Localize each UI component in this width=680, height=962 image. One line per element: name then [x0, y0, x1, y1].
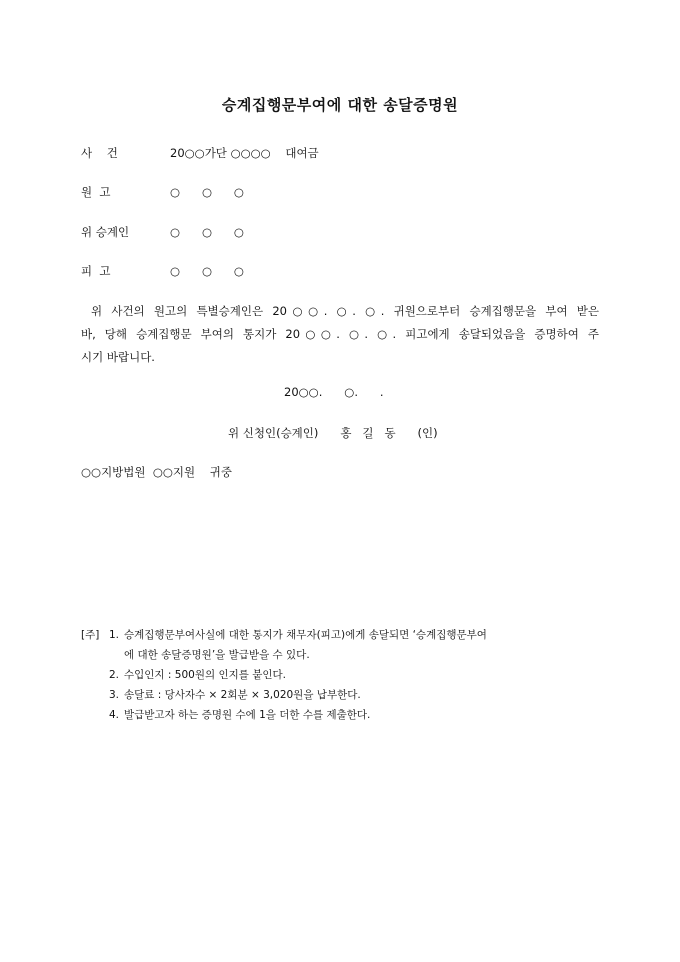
field-plaintiff-label: 원 고: [81, 185, 111, 199]
notes-section: [81, 625, 601, 725]
document-title: 승계집행문부여에 대한 송달증명원: [221, 96, 459, 114]
note-number: 3.: [109, 689, 120, 701]
note-number: 1.: [109, 629, 120, 641]
note-text: 승계집행문부여사실에 대한 통지가 채무자(피고)에게 송달되면 ‘승계집행문부여: [124, 629, 487, 641]
note-item: [81, 625, 601, 645]
body-line: 위 사건의 원고의 특별승계인은 20○○. ○. ○. 귀원으로부터 승계집행문을 부여 받은: [91, 304, 599, 318]
field-case-value: 20○○가단 ○○○○ 대여금: [170, 146, 319, 160]
note-text: 수입인지 : 500원의 인지를 붙인다.: [124, 669, 286, 681]
application-date: 20○○. ○. .: [284, 385, 384, 399]
body-paragraph: [81, 300, 599, 369]
field-successor-value: ○ ○ ○: [170, 225, 244, 239]
note-number: 4.: [109, 709, 120, 721]
applicant-signature: 위 신청인(승계인) 홍 길 동 (인): [228, 426, 438, 440]
field-defendant-label: 피 고: [81, 264, 111, 278]
note-text: 에 대한 송달증명원’을 발급받을 수 있다.: [124, 649, 310, 661]
field-defendant-value: ○ ○ ○: [170, 264, 244, 278]
note-number: 2.: [109, 669, 120, 681]
field-plaintiff-value: ○ ○ ○: [170, 185, 244, 199]
note-item-continuation: [81, 645, 601, 665]
field-case-label: 사 건: [81, 146, 118, 160]
note-item: [81, 665, 601, 685]
court-addressee: ○○지방법원 ○○지원 귀중: [81, 465, 232, 479]
field-successor-label: 위 승계인: [81, 225, 130, 239]
notes-mark: [주]: [81, 629, 100, 641]
body-line: 바, 당해 승계집행문 부여의 통지가 20○○. ○. ○. 피고에게 송달되었음을 증명하여 주: [81, 327, 599, 341]
body-line: 시기 바랍니다.: [81, 350, 155, 364]
note-text: 송달료 : 당사자수 × 2회분 × 3,020원을 납부한다.: [124, 689, 361, 701]
note-item: [81, 685, 601, 705]
note-text: 발급받고자 하는 증명원 수에 1을 더한 수를 제출한다.: [124, 709, 371, 721]
note-item: [81, 705, 601, 725]
